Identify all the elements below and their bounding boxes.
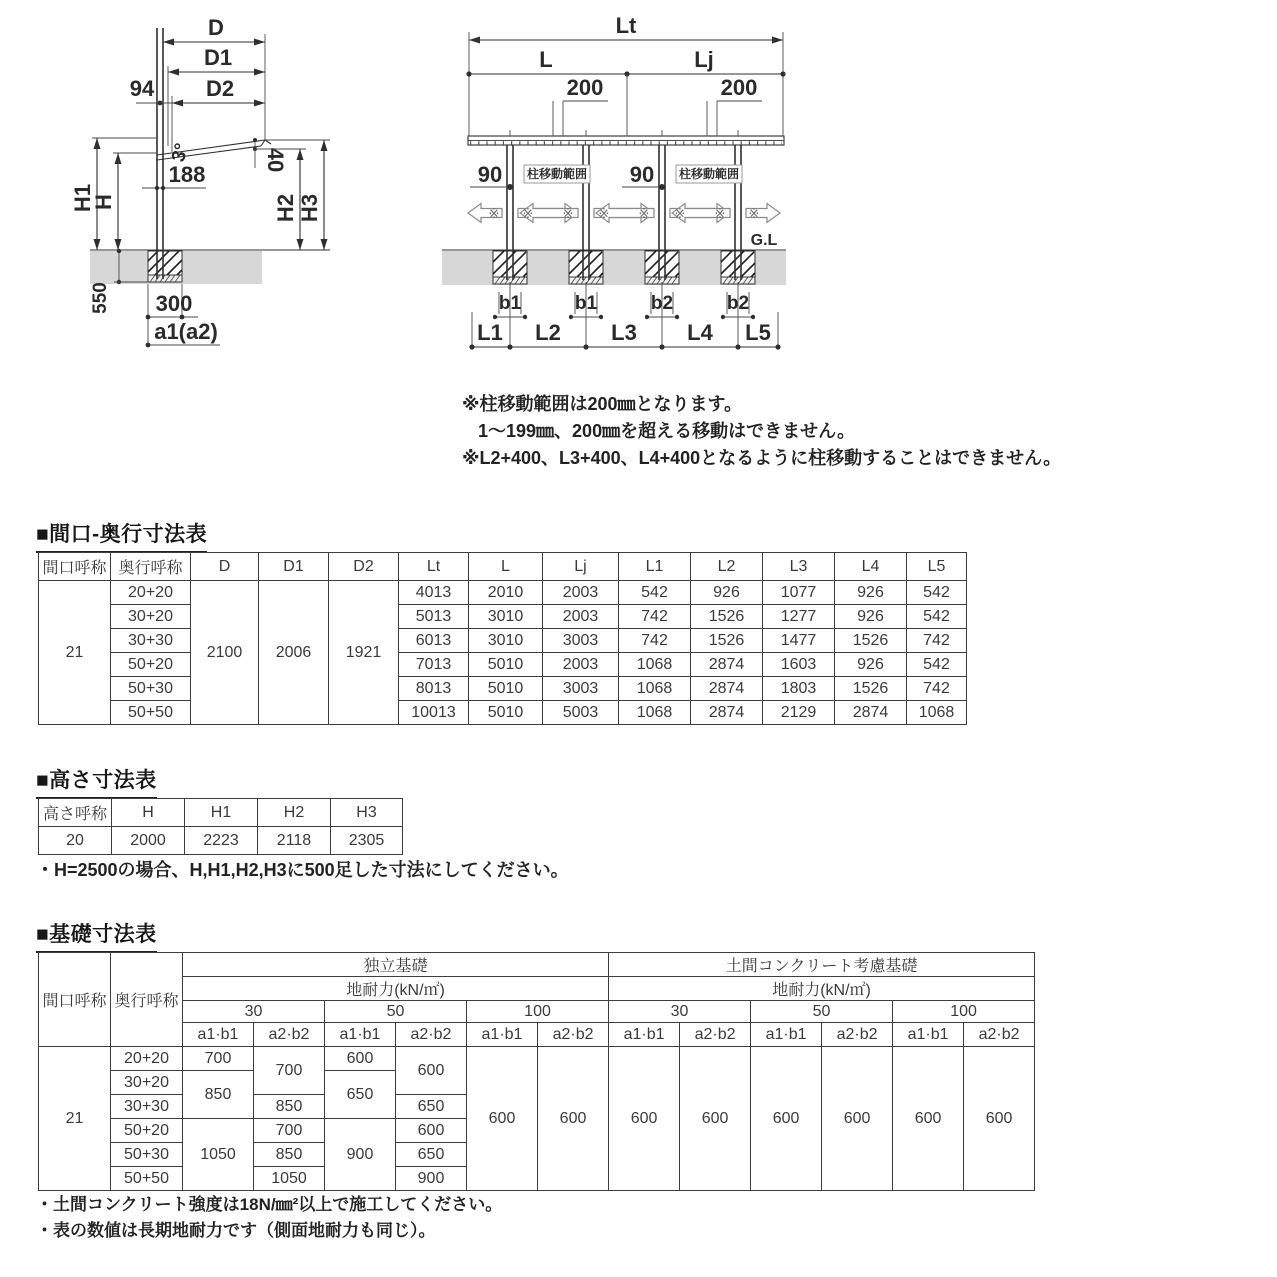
svg-text:L: L: [539, 47, 553, 72]
svg-text:200: 200: [720, 75, 758, 100]
cell: 2003: [543, 605, 619, 629]
side-view-diagram: [70, 15, 346, 356]
cell: 21: [39, 1047, 111, 1191]
cell: 1526: [835, 677, 907, 701]
dim-a1a2: [146, 319, 220, 347]
svg-text:90: 90: [629, 162, 655, 187]
cell: 20+20: [111, 581, 191, 605]
cell: 1068: [907, 701, 967, 725]
svg-text:b2: b2: [650, 293, 674, 314]
foundation-block: [493, 251, 527, 284]
cell: 2006: [259, 581, 329, 725]
column-move-range-right: [676, 165, 742, 183]
col-header: D: [191, 553, 259, 581]
foundation-block: [148, 251, 182, 282]
dim-d2: [172, 76, 265, 107]
cell: 542: [907, 581, 967, 605]
note-line: ※柱移動範囲は200㎜となります。: [462, 394, 743, 414]
cell: 1068: [619, 701, 691, 725]
cell: 850: [254, 1095, 325, 1119]
col-header: D1: [259, 553, 329, 581]
cell: 650: [396, 1095, 467, 1119]
dim-200-right: [707, 75, 762, 136]
width-depth-table-title: ■間口-奥行寸法表: [36, 518, 207, 553]
svg-text:b2: b2: [726, 293, 750, 314]
cell: 1526: [835, 629, 907, 653]
roof-beam: [468, 130, 784, 145]
cell: 1068: [619, 677, 691, 701]
cell: 21: [39, 581, 111, 725]
svg-text:188: 188: [168, 162, 206, 187]
height-table-title: ■高さ寸法表: [36, 764, 157, 799]
cell: 2000: [112, 827, 185, 855]
dim-200-left: [553, 75, 608, 136]
note-line: ・土間コンクリート強度は18N/㎜²以上で施工してください。: [36, 1195, 503, 1214]
col-header: 間口呼称: [39, 553, 111, 581]
cell: 5010: [469, 701, 543, 725]
svg-text:L4: L4: [687, 320, 713, 345]
svg-text:H: H: [91, 194, 116, 210]
table-header-row: [39, 1023, 1035, 1047]
cell: 30+20: [111, 605, 191, 629]
cell: 900: [396, 1167, 467, 1191]
svg-text:※: ※: [638, 206, 650, 221]
cell: 600: [396, 1047, 467, 1095]
svg-text:200: 200: [566, 75, 604, 100]
svg-text:b1: b1: [498, 293, 522, 314]
svg-text:※: ※: [562, 206, 574, 221]
cell: 700: [254, 1047, 325, 1095]
col-header: 高さ呼称: [39, 799, 112, 827]
subheader-bearing: 地耐力(kN/㎡): [609, 977, 1035, 1001]
load-header: 30: [183, 1001, 325, 1023]
svg-text:D2: D2: [205, 76, 235, 101]
cell: 742: [907, 677, 967, 701]
cell: 742: [907, 629, 967, 653]
cell: 600: [893, 1047, 964, 1191]
roof-angle-label: 3°: [168, 141, 194, 165]
cell: 50+50: [111, 701, 191, 725]
cell: 50+50: [111, 1167, 183, 1191]
svg-text:H1: H1: [70, 183, 95, 213]
col-header: L: [469, 553, 543, 581]
cell: 8013: [399, 677, 469, 701]
cell: 1477: [763, 629, 835, 653]
cell: 2118: [258, 827, 331, 855]
cell: 2874: [691, 653, 763, 677]
svg-text:L5: L5: [745, 320, 771, 345]
col-header: L4: [835, 553, 907, 581]
svg-text:300: 300: [155, 291, 193, 316]
col-header: L5: [907, 553, 967, 581]
table-header-row: [39, 977, 1035, 1001]
group-header-slab: 土間コンクリート考慮基礎: [609, 953, 1035, 977]
dim-d1: [168, 45, 265, 76]
cell: 926: [835, 605, 907, 629]
col-header: 間口呼称: [39, 953, 111, 1047]
col-header: L3: [763, 553, 835, 581]
foundation-block: [645, 251, 679, 284]
cell: 2003: [543, 653, 619, 677]
svg-text:Lj: Lj: [694, 47, 714, 72]
cell: 2874: [691, 701, 763, 725]
cell: 3010: [469, 605, 543, 629]
note-line: 1〜199㎜、200㎜を超える移動はできません。: [478, 421, 856, 441]
cell: 10013: [399, 701, 469, 725]
table-row: [39, 827, 403, 855]
cell: 2100: [191, 581, 259, 725]
foundation-block: [721, 251, 755, 284]
column-move-range-left: [524, 165, 590, 183]
cell: 2874: [835, 701, 907, 725]
svg-text:550: 550: [90, 282, 111, 314]
svg-text:a1(a2): a1(a2): [154, 319, 218, 344]
cell: 926: [691, 581, 763, 605]
table-header-row: [39, 553, 967, 581]
cell: 1068: [619, 653, 691, 677]
cell: 600: [822, 1047, 893, 1191]
svg-text:D1: D1: [203, 45, 233, 70]
foundation-notes: [36, 1192, 502, 1244]
svg-text:※: ※: [714, 206, 726, 221]
cell: 6013: [399, 629, 469, 653]
col-header: 奥行呼称: [111, 953, 183, 1047]
cell: 650: [325, 1071, 396, 1119]
cell: 7013: [399, 653, 469, 677]
cell: 600: [680, 1047, 751, 1191]
ground-side: [90, 250, 330, 284]
col-header: L1: [619, 553, 691, 581]
cell: 2003: [543, 581, 619, 605]
cell: 1921: [329, 581, 399, 725]
pair-header: a2·b2: [822, 1023, 893, 1047]
cell: 1803: [763, 677, 835, 701]
cell: 600: [964, 1047, 1035, 1191]
cell: 3003: [543, 677, 619, 701]
cell: 30+30: [111, 629, 191, 653]
table-row: [39, 629, 967, 653]
svg-text:b1: b1: [574, 293, 598, 314]
svg-text:D: D: [208, 15, 224, 40]
dim-94: [130, 76, 172, 105]
cell: 600: [609, 1047, 680, 1191]
note-line: ・表の数値は長期地耐力です（側面地耐力も同じ）。: [36, 1221, 436, 1240]
foundation-table-title: ■基礎寸法表: [36, 918, 157, 953]
column-move-notes: [462, 391, 1061, 472]
cell: 20+20: [111, 1047, 183, 1071]
cell: 700: [254, 1119, 325, 1143]
pair-header: a1·b1: [467, 1023, 538, 1047]
cell: 2223: [185, 827, 258, 855]
svg-text:※: ※: [748, 206, 760, 221]
cell: 542: [907, 653, 967, 677]
foundation-table: [38, 952, 1035, 1191]
col-header: Lt: [399, 553, 469, 581]
svg-text:H3: H3: [297, 193, 322, 223]
pair-header: a1·b1: [609, 1023, 680, 1047]
cell: 926: [835, 653, 907, 677]
cell: 600: [751, 1047, 822, 1191]
col-header: H: [112, 799, 185, 827]
pair-header: a2·b2: [964, 1023, 1035, 1047]
cell: 50+20: [111, 653, 191, 677]
cell: 600: [396, 1119, 467, 1143]
col-header: Lj: [543, 553, 619, 581]
table-header-row: [39, 799, 403, 827]
height-note: ・H=2500の場合、H,H1,H2,H3に500足した寸法にしてください。: [36, 860, 569, 880]
table-row: [39, 581, 967, 605]
svg-text:※: ※: [522, 206, 534, 221]
cell: 50+30: [111, 677, 191, 701]
cell: 700: [183, 1047, 254, 1071]
load-header: 50: [325, 1001, 467, 1023]
cell: 1077: [763, 581, 835, 605]
pair-header: a1·b1: [751, 1023, 822, 1047]
dim-h: [91, 153, 157, 250]
pair-header: a1·b1: [325, 1023, 396, 1047]
svg-text:柱移動範囲: 柱移動範囲: [678, 167, 740, 181]
note-line: ※L2+400、L3+400、L4+400となるように柱移動することはできません。: [462, 448, 1062, 468]
col-header: L2: [691, 553, 763, 581]
load-header: 30: [609, 1001, 751, 1023]
cell: 742: [619, 605, 691, 629]
cell: 1526: [691, 605, 763, 629]
svg-text:L3: L3: [611, 320, 637, 345]
table-row: [39, 653, 967, 677]
pair-header: a1·b1: [893, 1023, 964, 1047]
cell: 926: [835, 581, 907, 605]
svg-text:H2: H2: [273, 193, 298, 223]
cell: 4013: [399, 581, 469, 605]
cell: 5010: [469, 677, 543, 701]
cell: 650: [396, 1143, 467, 1167]
table-header-row: [39, 953, 1035, 977]
svg-text:※: ※: [674, 206, 686, 221]
cell: 1050: [254, 1167, 325, 1191]
cell: 850: [254, 1143, 325, 1167]
cell: 3003: [543, 629, 619, 653]
col-header: 奥行呼称: [111, 553, 191, 581]
svg-text:Lt: Lt: [615, 13, 637, 38]
dim-h1: [70, 138, 157, 250]
cell: 600: [467, 1047, 538, 1191]
pair-header: a2·b2: [680, 1023, 751, 1047]
col-header: D2: [329, 553, 399, 581]
cell: 1050: [183, 1119, 254, 1191]
move-range-arrows: [468, 204, 780, 223]
pair-header: a1·b1: [183, 1023, 254, 1047]
load-header: 50: [751, 1001, 893, 1023]
cell: 50+30: [111, 1143, 183, 1167]
svg-text:柱移動範囲: 柱移動範囲: [526, 167, 588, 181]
cell: 850: [183, 1071, 254, 1119]
svg-text:94: 94: [129, 76, 155, 101]
foundation-block: [569, 251, 603, 284]
pair-header: a2·b2: [396, 1023, 467, 1047]
svg-text:※: ※: [598, 206, 610, 221]
width-depth-table: [38, 552, 967, 725]
cell: 900: [325, 1119, 396, 1191]
height-table: [38, 798, 403, 855]
table-header-row: [39, 1001, 1035, 1023]
cell: 542: [907, 605, 967, 629]
cell: 30+30: [111, 1095, 183, 1119]
cell: 2874: [691, 677, 763, 701]
cell: 2305: [331, 827, 403, 855]
dim-188: [142, 162, 206, 190]
svg-text:※: ※: [488, 206, 500, 221]
pair-header: a2·b2: [538, 1023, 609, 1047]
col-header: H1: [185, 799, 258, 827]
table-row: [39, 605, 967, 629]
svg-text:L2: L2: [535, 320, 561, 345]
svg-text:L1: L1: [477, 320, 503, 345]
cell: 50+20: [111, 1119, 183, 1143]
group-header-independent: 独立基礎: [183, 953, 609, 977]
table-row: [39, 1047, 1035, 1071]
load-header: 100: [893, 1001, 1035, 1023]
svg-text:90: 90: [477, 162, 503, 187]
cell: 2129: [763, 701, 835, 725]
column-post: [157, 28, 163, 279]
cell: 5003: [543, 701, 619, 725]
ground-level-label: G.L: [750, 232, 778, 249]
cell: 600: [325, 1047, 396, 1071]
front-view-diagram: [438, 13, 794, 368]
cell: 20: [39, 827, 112, 855]
subheader-bearing: 地耐力(kN/㎡): [183, 977, 609, 1001]
cell: 742: [619, 629, 691, 653]
cell: 600: [538, 1047, 609, 1191]
col-header: H3: [331, 799, 403, 827]
svg-text:40: 40: [263, 147, 288, 173]
cell: 30+20: [111, 1071, 183, 1095]
load-header: 100: [467, 1001, 609, 1023]
cell: 1526: [691, 629, 763, 653]
table-row: [39, 701, 967, 725]
table-row: [39, 677, 967, 701]
pair-header: a2·b2: [254, 1023, 325, 1047]
cell: 5010: [469, 653, 543, 677]
cell: 5013: [399, 605, 469, 629]
cell: 542: [619, 581, 691, 605]
cell: 1603: [763, 653, 835, 677]
cell: 3010: [469, 629, 543, 653]
cell: 2010: [469, 581, 543, 605]
dim-d: [163, 15, 265, 46]
cell: 1277: [763, 605, 835, 629]
col-header: H2: [258, 799, 331, 827]
